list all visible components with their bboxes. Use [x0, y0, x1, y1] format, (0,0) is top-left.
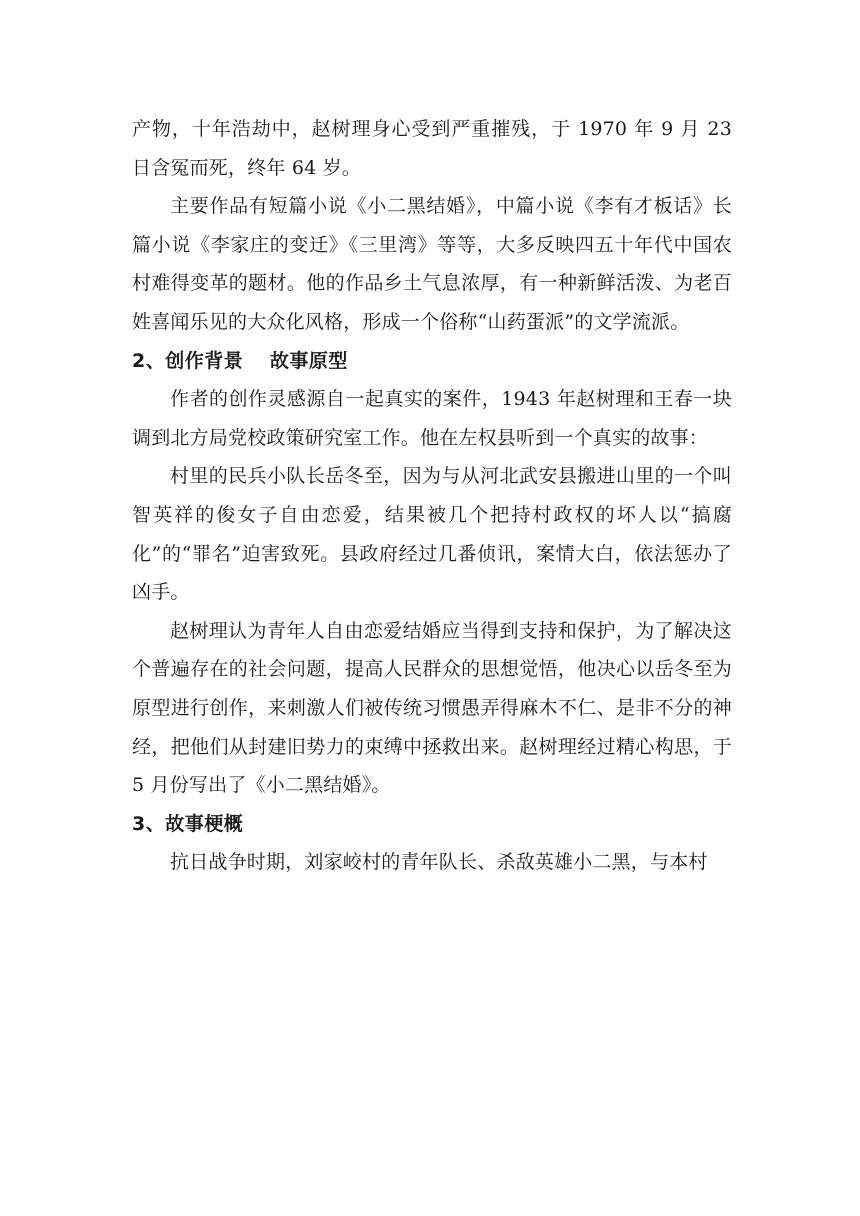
paragraph-synopsis-start: 抗日战争时期，刘家峧村的青年队长、杀敌英雄小二黑，与本村	[170, 851, 708, 874]
heading-subtitle: 故事原型	[269, 349, 348, 372]
paragraph-creation: 赵树理认为青年人自由恋爱结婚应当得到支持和保护，为了解决这个普遍存在的社会问题，提高人民群众的思想觉悟，他决心以岳冬至为原型进行创作，来刺激人们被传统习惯愚弄得麻木不仁、是非不分的神经，把他们从封建旧势力的束缚中拯救出来。赵树理经过精心构思，于 5 月份写出了《小二黑结婚》。	[132, 619, 732, 797]
paragraph-inspiration: 作者的创作灵感源自一起真实的案件，1943 年赵树理和王春一块调到北方局党校政策研究室工作。他在左权县听到一个真实的故事：	[132, 388, 732, 449]
paragraph-major-works: 主要作品有短篇小说《小二黑结婚》，中篇小说《李有才板话》长篇小说《李家庄的变迁》《三里湾》等等，大多反映四五十年代中国农村难得变革的题材。他的作品乡土气息浓厚，有一种新鲜活泼、为老百姓喜闻乐见的大众化风格，形成一个俗称“山药蛋派”的文学流派。	[132, 195, 732, 333]
section-heading-synopsis: 3、故事梗概	[132, 812, 244, 835]
paragraph-true-story: 村里的民兵小队长岳冬至，因为与从河北武安县搬进山里的一个叫智英祥的俊女子自由恋爱，结果被几个把持村政权的坏人以“搞腐化”的“罪名”迫害致死。县政府经过几番侦讯，案情大白，依法惩办了凶手。	[132, 465, 732, 604]
heading-number-title: 2、创作背景	[132, 349, 244, 372]
paragraph-intro-end: 产物，十年浩劫中，赵树理身心受到严重摧残，于 1970 年 9 月 23 日含冤而死，终年 64 岁。	[132, 118, 732, 179]
document-page	[132, 110, 732, 882]
section-heading-background	[132, 342, 732, 381]
